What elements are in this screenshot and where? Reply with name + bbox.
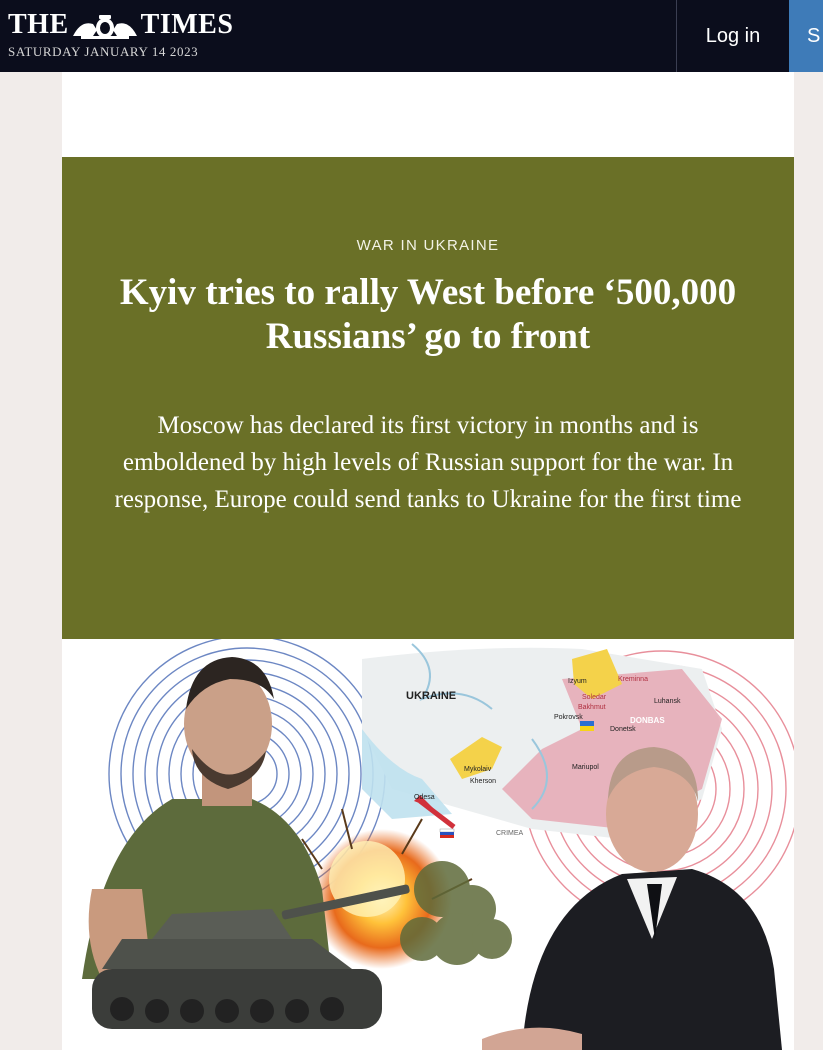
map-label-pokrovsk: Pokrovsk [554, 714, 583, 721]
edition-date: SATURDAY JANUARY 14 2023 [8, 44, 199, 59]
map-label-odesa: Odesa [414, 794, 435, 801]
map-label-mariupol: Mariupol [572, 764, 599, 771]
map-label-kreminna: Kreminna [618, 676, 648, 683]
article-standfirst: Moscow has declared its first victory in months and is emboldened by high levels of Russian support for the war. In response, Europe could send tanks to Ukraine for the first time [114, 412, 742, 513]
article-illustration [62, 639, 794, 1050]
map-label-luhansk: Luhansk [654, 698, 681, 705]
map-label-izyum: Izyum [568, 678, 587, 685]
masthead-logo[interactable] [8, 10, 233, 40]
top-navigation-bar [0, 0, 823, 72]
article-headline: Kyiv tries to rally West before ‘500,000 Russians’ go to front [119, 272, 737, 357]
map-label-donetsk: Donetsk [610, 726, 636, 733]
map-label-soledar: Soledar [582, 694, 607, 701]
map-label-mykolaiv: Mykolaiv [464, 766, 492, 773]
map-label-bakhmut: Bakhmut [578, 704, 606, 711]
map-label-donbas: DONBAS [630, 716, 665, 725]
article-hero [62, 157, 794, 639]
masthead-left-word: THE [8, 9, 69, 40]
login-button[interactable]: Log in [705, 24, 761, 47]
royal-crest-icon [71, 14, 139, 40]
ukrainian-flag-marker [580, 721, 594, 731]
subscribe-button[interactable]: S [789, 0, 823, 72]
russian-flag-marker [440, 829, 454, 838]
map-label-ukraine: UKRAINE [406, 690, 457, 702]
map-label-kherson: Kherson [470, 778, 497, 785]
section-kicker[interactable]: WAR IN UKRAINE [356, 237, 500, 254]
masthead-right-word: TIMES [140, 9, 234, 40]
map-label-crimea: CRIMEA [496, 830, 524, 837]
